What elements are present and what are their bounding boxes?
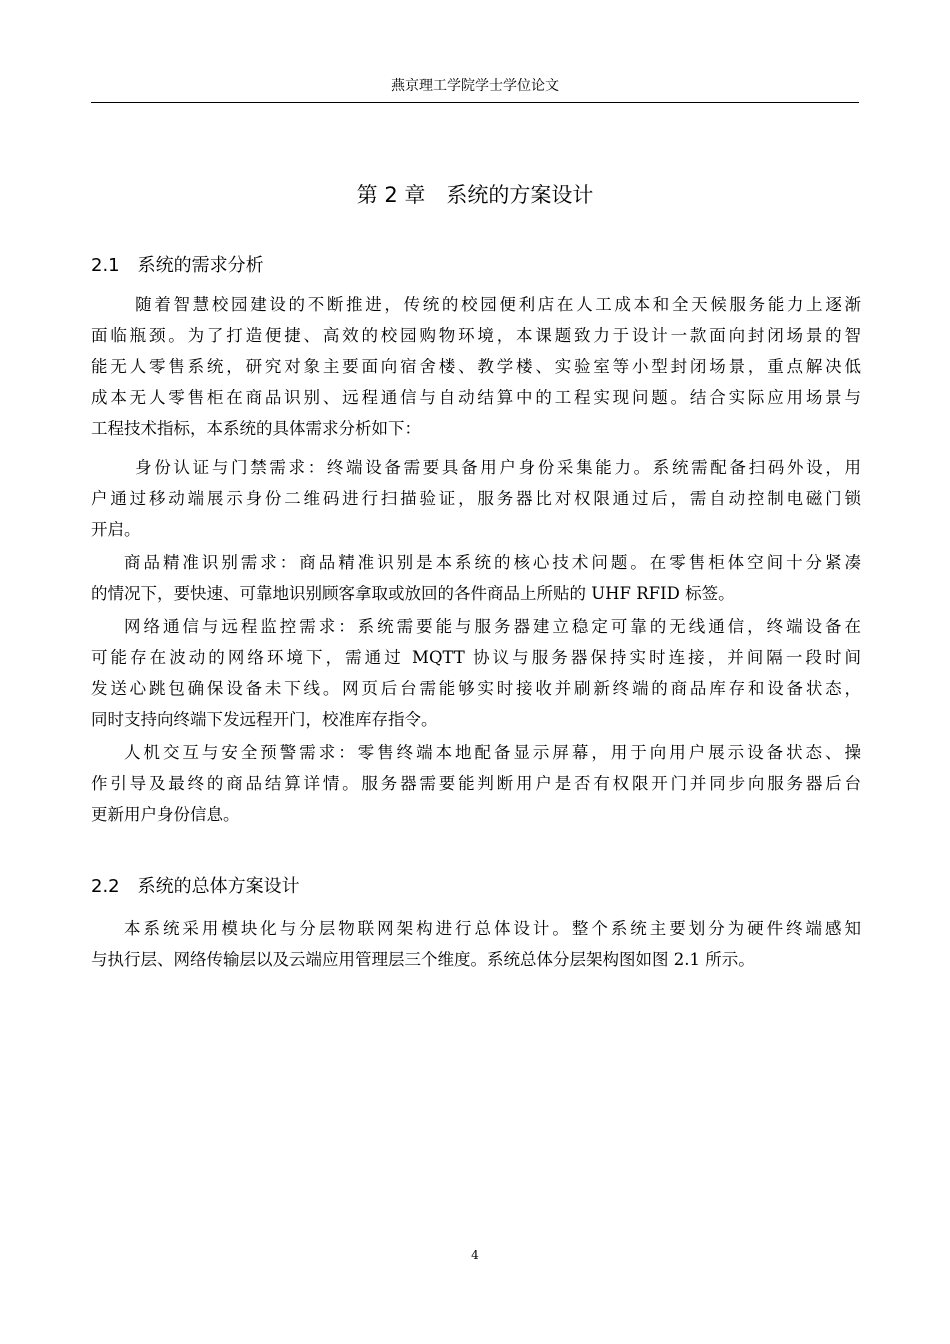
paragraph-line: 商品精准识别需求：商品精准识别是本系统的核心技术问题。在零售柜体空间十分紧凑 bbox=[124, 553, 861, 572]
paragraph-interaction bbox=[91, 737, 861, 830]
paragraph-line: 面临瓶颈。为了打造便捷、高效的校园购物环境，本课题致力于设计一款面向封闭场景的智 bbox=[91, 326, 861, 345]
paragraph-recognition bbox=[91, 547, 861, 609]
paragraph-line: 开启。 bbox=[91, 520, 141, 539]
paragraph-line: 的情况下，要快速、可靠地识别顾客拿取或放回的各件商品上所贴的 UHF RFID 标签。 bbox=[91, 584, 735, 603]
paragraph-network bbox=[91, 611, 861, 735]
paragraph-identity bbox=[91, 452, 861, 545]
paragraph-line: 发送心跳包确保设备未下线。网页后台需能够实时接收并刷新终端的商品库存和设备状态， bbox=[91, 679, 861, 698]
page-header bbox=[91, 76, 859, 103]
paragraph-line: 更新用户身份信息。 bbox=[91, 805, 240, 824]
page-number: 4 bbox=[471, 1248, 479, 1262]
chapter-title: 第 2 章 系统的方案设计 bbox=[356, 183, 594, 207]
section-heading-2-2: 2.2 系统的总体方案设计 bbox=[91, 876, 300, 897]
paragraph-line: 成本无人零售柜在商品识别、远程通信与自动结算中的工程实现问题。结合实际应用场景与 bbox=[91, 388, 861, 407]
paragraph-line: 身份认证与门禁需求：终端设备需要具备用户身份采集能力。系统需配备扫码外设，用 bbox=[116, 458, 861, 477]
paragraph-line: 与执行层、网络传输层以及云端应用管理层三个维度。系统总体分层架构图如图 2.1 所示。 bbox=[91, 950, 755, 969]
paragraph-line: 网络通信与远程监控需求：系统需要能与服务器建立稳定可靠的无线通信，终端设备在 bbox=[124, 617, 861, 636]
paragraph-line: 能无人零售系统，研究对象主要面向宿舍楼、教学楼、实验室等小型封闭场景，重点解决低 bbox=[91, 357, 861, 376]
paragraph-intro bbox=[91, 289, 861, 444]
paragraph-line: 户通过移动端展示身份二维码进行扫描验证，服务器比对权限通过后，需自动控制电磁门锁 bbox=[91, 489, 861, 508]
paragraph-line: 本系统采用模块化与分层物联网架构进行总体设计。整个系统主要划分为硬件终端感知 bbox=[124, 919, 861, 938]
paragraph-line: 可能存在波动的网络环境下，需通过 MQTT 协议与服务器保持实时连接，并间隔一段时间 bbox=[91, 648, 861, 667]
paragraph-line: 随着智慧校园建设的不断推进，传统的校园便利店在人工成本和全天候服务能力上逐渐 bbox=[116, 295, 861, 314]
paragraph-line: 同时支持向终端下发远程开门，校准库存指令。 bbox=[91, 710, 438, 729]
paragraph-line: 工程技术指标，本系统的具体需求分析如下： bbox=[91, 419, 421, 438]
paragraph-line: 人机交互与安全预警需求：零售终端本地配备显示屏幕，用于向用户展示设备状态、操 bbox=[124, 743, 861, 762]
paragraph-overall-design bbox=[91, 913, 861, 975]
header-title: 燕京理工学院学士学位论文 bbox=[391, 78, 559, 94]
paragraph-line: 作引导及最终的商品结算详情。服务器需要能判断用户是否有权限开门并同步向服务器后台 bbox=[91, 774, 861, 793]
section-heading-2-1: 2.1 系统的需求分析 bbox=[91, 255, 264, 276]
